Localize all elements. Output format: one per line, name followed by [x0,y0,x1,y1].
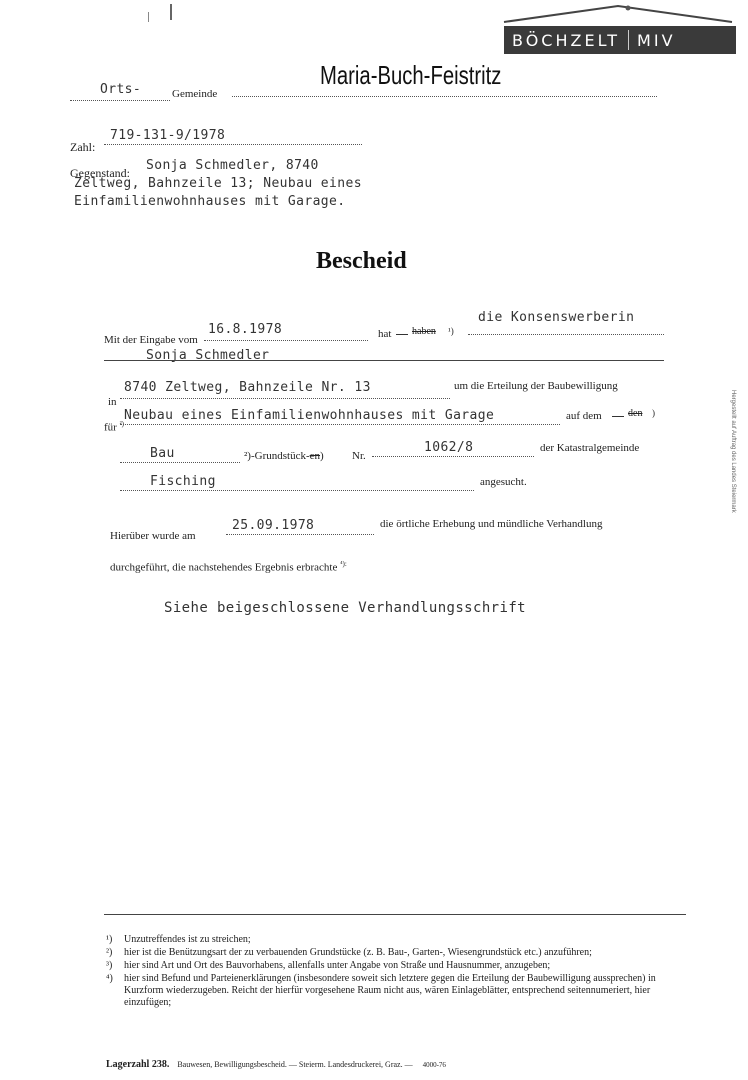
kataster-text: der Katastralgemeinde [540,442,640,454]
gegenstand-label: Gegenstand: [70,166,130,180]
hierueber-date-line [226,534,374,535]
footnote-mark: ²) [106,947,113,958]
footnote-mark: ⁴) [106,973,113,984]
project-line [120,424,560,425]
footnote-text: hier sind Art und Ort des Bauvorhabens, allenfalls unter Angabe von Straße und Hausnummer, anzugeben; [124,960,551,971]
grund-type: Bau [150,446,175,461]
hierueber-suffix: die örtliche Erhebung und mündliche Verhandlung [380,518,603,530]
footnote-text: hier sind Befund und Parteienerklärungen (insbesondere soweit sich letztere gegen die Erteilung der Baubewilligung aussprechen) in Kurzform wiederzugeben. Reicht der hierfür vorgesehene Raum nicht aus, wären Einlageblätter, entsprechend seitennumeriert, hier einzufügen; [124,973,656,1008]
eingabe-date: 16.8.1978 [208,322,283,337]
footnote-item [106,960,688,972]
result-text: Siehe beigeschlossene Verhandlungsschrift [164,600,526,616]
gemeinde-label: Gemeinde [172,88,218,100]
print-line [106,1054,446,1072]
footnote-text: hier ist die Benützungsart der zu verbauenden Grundstücke (z. B. Bau-, Garten-, Wiesengrundstück etc.) anzuführen; [124,947,592,958]
margin-mark [148,12,149,22]
parcel-line [372,456,534,457]
den-struck-text: den [628,408,643,419]
document-title: Bescheid [316,248,407,274]
eingabe-date-line [204,340,368,341]
footnote-item [106,947,688,959]
fn4-mark: ⁴): [340,560,347,568]
footnotes [106,934,688,1009]
margin-mark [170,4,172,20]
gemeinde-line [232,96,657,97]
hierueber-prefix: Hierüber wurde am [110,530,196,542]
logo-left-text: BÖCHZELT [512,30,621,50]
logo-divider [628,30,629,50]
applicant-name: Sonja Schmedler [146,348,270,363]
print-text: Bauwesen, Bewilligungsbescheid. — Steierm. Landesdruckerei, Graz. — [177,1060,413,1069]
hat-label: hat [378,328,392,340]
durchgefuehrt [110,560,347,574]
en-struck: en [309,450,321,462]
angesucht: angesucht. [480,476,527,488]
fn2-mark: ²) [119,420,125,428]
logo [500,2,736,56]
side-note: Hergestellt auf Auftrag des Landes Steiermark [730,390,736,513]
address: 8740 Zeltweg, Bahnzeile Nr. 13 [124,380,371,395]
logo-box [504,26,736,54]
gegenstand-line-3: Einfamilienwohnhauses mit Garage. [74,194,346,209]
footnote-item [106,934,688,946]
footnote-text: Unzutreffendes ist zu streichen; [124,934,251,945]
zahl-line [104,144,362,145]
project: Neubau eines Einfamilienwohnhauses mit Garage [124,408,495,423]
logo-right-text: MIV [637,30,676,50]
kataster-name-line [120,490,474,491]
den-struck [612,408,672,422]
applicant-type: die Konsenswerberin [478,310,635,325]
den-paren: ) [652,408,655,418]
footnote-item [106,973,688,1009]
footnote-mark: ³) [106,960,113,971]
address-line [120,398,450,399]
applicant-name-line [104,360,664,361]
zahl-value: 719-131-9/1978 [110,128,226,143]
gegenstand-line-1: Sonja Schmedler, 8740 [146,158,319,173]
durchgefuehrt-text: durchgeführt, die nachstehendes Ergebnis erbrachte [110,561,338,574]
lagerzahl: Lagerzahl 238. [106,1059,170,1070]
footnote-mark: ¹) [106,934,113,945]
ort-line [70,100,170,101]
hierueber-date: 25.09.1978 [232,518,315,533]
zahl-label: Zahl: [70,140,96,154]
grund-label-text: ²)-Grundstück- [244,450,310,462]
haben-struck [396,326,466,340]
ort-label: Orts- [100,82,142,97]
auf-dem: auf dem [566,410,602,422]
fn1-mark: ¹) [448,326,454,336]
gemeinde-value: Maria-Buch-Feistritz [320,60,502,90]
erteilung-text: um die Erteilung der Baubewilligung [454,380,618,392]
haben-struck-text: haben [412,326,436,337]
grund-label: ²)-Grundstück-en) [244,450,324,462]
kataster-name: Fisching [150,474,216,489]
gegenstand-line-2: Zeltweg, Bahnzeile 13; Neubau eines [74,176,362,191]
grund-type-line [120,462,240,463]
eingabe-prefix: Mit der Eingabe vom [104,334,198,346]
parcel-nr: 1062/8 [424,440,474,455]
logo-roof-icon [500,2,736,24]
nr-label: Nr. [352,450,366,462]
applicant-type-line [468,334,664,335]
fuer-label [104,420,124,434]
fuer-label-text: für [104,421,117,434]
footnote-separator [104,914,686,915]
in-label: in [108,396,117,408]
print-code: 4000-76 [422,1061,446,1069]
